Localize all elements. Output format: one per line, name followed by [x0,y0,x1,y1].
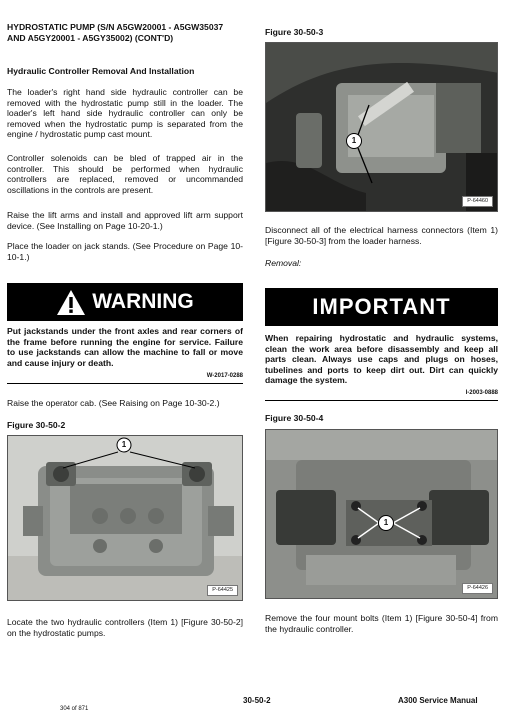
warning-triangle-icon [56,289,86,316]
paragraph-lift-arms: Raise the lift arms and install and approved lift arm support device. (See Installing on Page 10-20-1.) [7,210,243,231]
callout-1: 1 [351,136,357,145]
paragraph-disconnect-harness: Disconnect all of the electrical harness connectors (Item 1) [Figure 30-50-3] from the loader harness. [265,225,498,246]
subsection-title: Hydraulic Controller Removal And Installation [7,66,195,76]
section-title: HYDROSTATIC PUMP (S/N A5GW20001 - A5GW35037 AND A5GY20001 - A5GY35002) (CONT'D) [7,22,224,43]
paragraph-controller-removal: The loader's right hand side hydraulic controller can be removed with the hydrostatic pump still in the loader. The loader's left hand side hydraulic controller can only be removed when the hydrostatic pump is separated from the engine / hydrostatic pump cast mount. [7,87,243,140]
figure-title-30-50-2: Figure 30-50-2 [7,420,66,430]
page-of-count: 304 of 871 [60,706,89,712]
page-number: 30-50-2 [243,696,271,705]
warning-label: WARNING [92,290,194,313]
figure-code: P-64460 [462,196,493,207]
figure-30-50-2-photo [7,435,243,601]
paragraph-jack-stands: Place the loader on jack stands. (See Procedure on Page 10-10-1.) [7,241,243,262]
important-banner [265,288,498,326]
warning-text: Put jackstands under the front axles and rear corners of the frame before running the engine for service. Failure to use jackstands can allow the machine to fall or move and cause injury or death. [7,326,243,368]
figure-30-50-4-photo [265,429,498,599]
important-text: When repairing hydrostatic and hydraulic systems, clean the work area before disassembly and keep all parts clean. Always use caps and plugs on hoses, tubelines and ports to keep dirt out. Dirt can quickly damage the system. [265,333,498,386]
harness-connector-illustration [266,43,498,212]
paragraph-locate-controllers: Locate the two hydraulic controllers (Item 1) [Figure 30-50-2] on the hydrostatic pumps. [7,617,243,638]
paragraph-raise-cab: Raise the operator cab. (See Raising on Page 10-30-2.) [7,398,220,408]
warning-code: W-2017-0288 [206,373,243,379]
figure-title-30-50-3: Figure 30-50-3 [265,27,324,37]
figure-code: P-64425 [207,585,238,596]
manual-title: A300 Service Manual [398,696,478,705]
removal-label: Removal: [265,258,302,268]
controller-mount-illustration [266,430,498,599]
warning-divider [7,383,243,384]
important-label: IMPORTANT [312,294,451,319]
callout-1: 1 [121,440,127,449]
hydraulic-pump-illustration [8,436,243,601]
callout-1: 1 [383,518,389,527]
important-divider [265,400,498,401]
figure-30-50-3-photo [265,42,498,212]
paragraph-remove-bolts: Remove the four mount bolts (Item 1) [Figure 30-50-4] from the hydraulic controller. [265,613,498,634]
paragraph-solenoid-bleed: Controller solenoids can be bled of trapped air in the controller. This should be performed when hydraulic controllers are replaced, removed or uncommanded oscillations in the controls are present. [7,153,243,195]
figure-code: P-64426 [462,583,493,594]
figure-title-30-50-4: Figure 30-50-4 [265,413,324,423]
important-code: I-2003-0888 [465,390,498,396]
warning-banner [7,283,243,321]
